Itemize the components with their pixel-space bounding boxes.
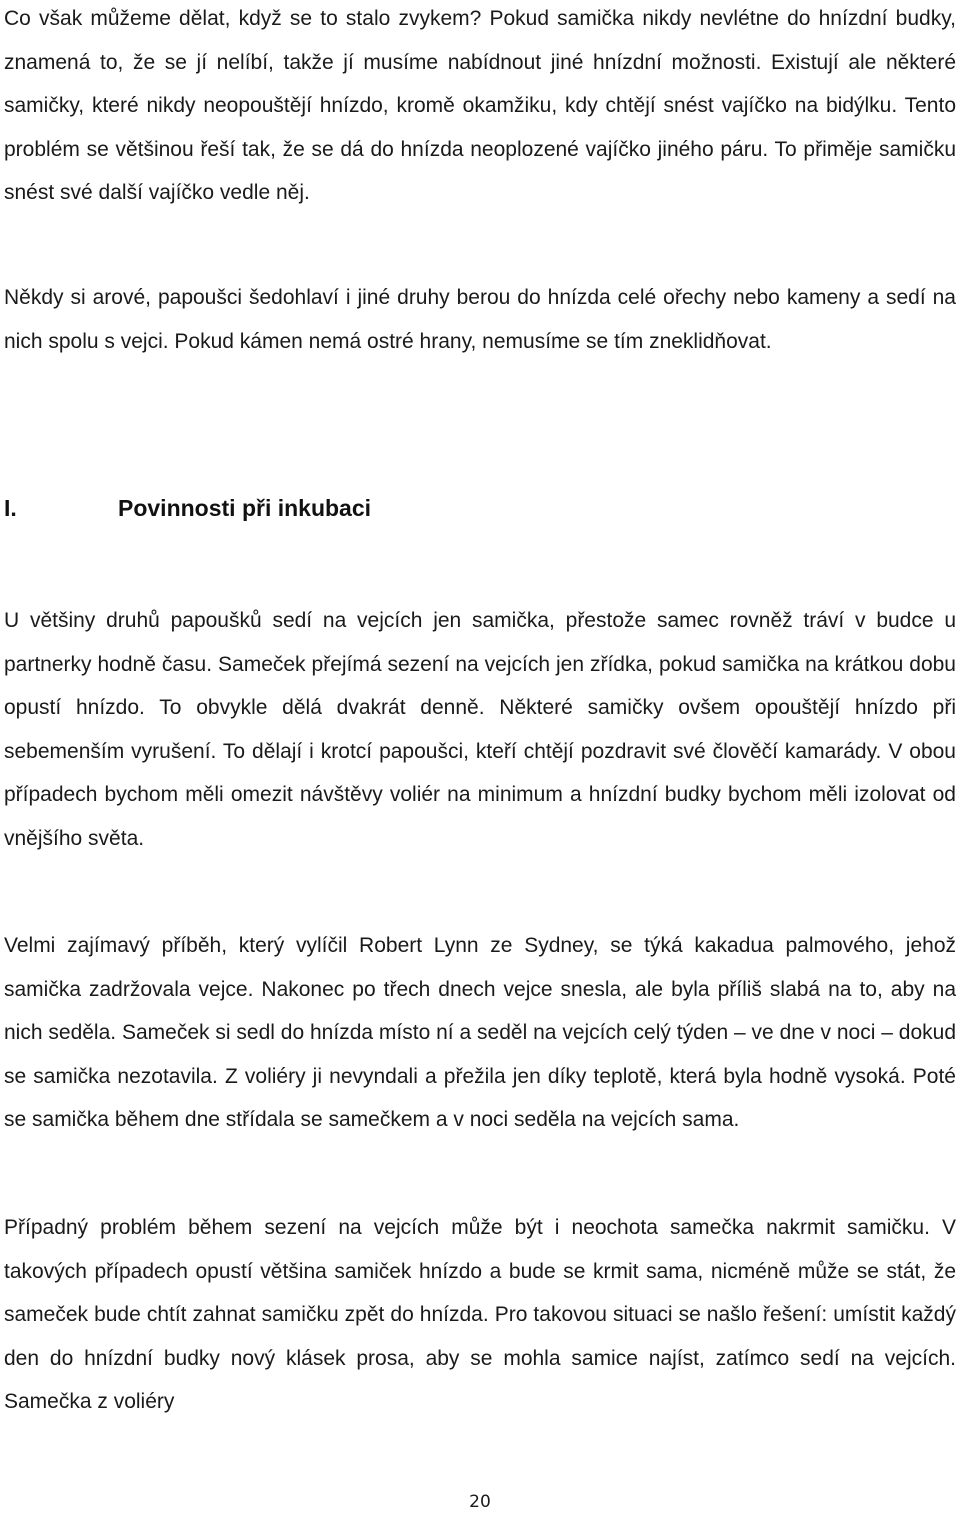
paragraph-nuts-stones: Někdy si arové, papoušci šedohlaví i jiné druhy berou do hnízda celé ořechy nebo kameny a sedí na nich spolu s vejci. Pokud kámen nemá ostré hrany, nemusíme se tím zneklidňovat.	[4, 286, 956, 353]
section-heading	[4, 487, 956, 530]
section-title: Povinnosti při inkubaci	[118, 495, 372, 521]
page-number: 20	[469, 1492, 491, 1512]
paragraph-robert-lynn-story: Velmi zajímavý příběh, který vylíčil Robert Lynn ze Sydney, se týká kakadua palmového, jehož samička zadržovala vejce. Nakonec po třech dnech vejce snesla, ale byla příliš slabá na to, aby na nich seděla. Sameček si sedl do hnízda místo ní a seděl na vejcích celý týden – ve dne v noci – dokud se samička nezotavila. Z voliéry ji nevyndali a přežila jen díky teplotě, která byla hodně vysoká. Poté se samička během dne střídala se samečkem a v noci seděla na vejcích sama.	[4, 934, 956, 1131]
paragraph-intro: Co však můžeme dělat, když se to stalo zvykem? Pokud samička nikdy nevlétne do hnízdní budky, znamená to, že se jí nelíbí, takže jí musíme nabídnout jiné hnízdní možnosti. Existují ale některé samičky, které nikdy neopouštějí hnízdo, kromě okamžiku, kdy chtějí snést vajíčko na bidýlku. Tento problém se většinou řeší tak, že se dá do hnízda neoplozené vajíčko jiného páru. To přiměje samičku snést své další vajíčko vedle něj.	[4, 7, 956, 204]
paragraph-incubation-duties: U většiny druhů papoušků sedí na vejcích jen samička, přestože samec rovněž tráví v budce u partnerky hodně času. Sameček přejímá sezení na vejcích jen zřídka, pokud samička na krátkou dobu opustí hnízdo. To obvykle dělá dvakrát denně. Některé samičky ovšem opouštějí hnízdo při sebemenším vyrušení. To dělají i krotcí papoušci, kteří chtějí pozdravit své člověčí kamarády. V obou případech bychom měli omezit návštěvy voliér na minimum a hnízdní budky bychom měli izolovat od vnějšího světa.	[4, 609, 956, 850]
section-number: I.	[4, 495, 17, 521]
document-page	[4, 0, 956, 1513]
paragraph-feeding-problem: Případný problém během sezení na vejcích může být i neochota samečka nakrmit samičku. V takových případech opustí většina samiček hnízdo a bude se krmit sama, nicméně může se stát, že sameček bude chtít zahnat samičku zpět do hnízda. Pro takovou situaci se našlo řešení: umístit každý den do hnízdní budky nový klásek prosa, aby se mohla samice najíst, zatímco sedí na vejcích. Samečka z voliéry	[4, 1216, 956, 1413]
